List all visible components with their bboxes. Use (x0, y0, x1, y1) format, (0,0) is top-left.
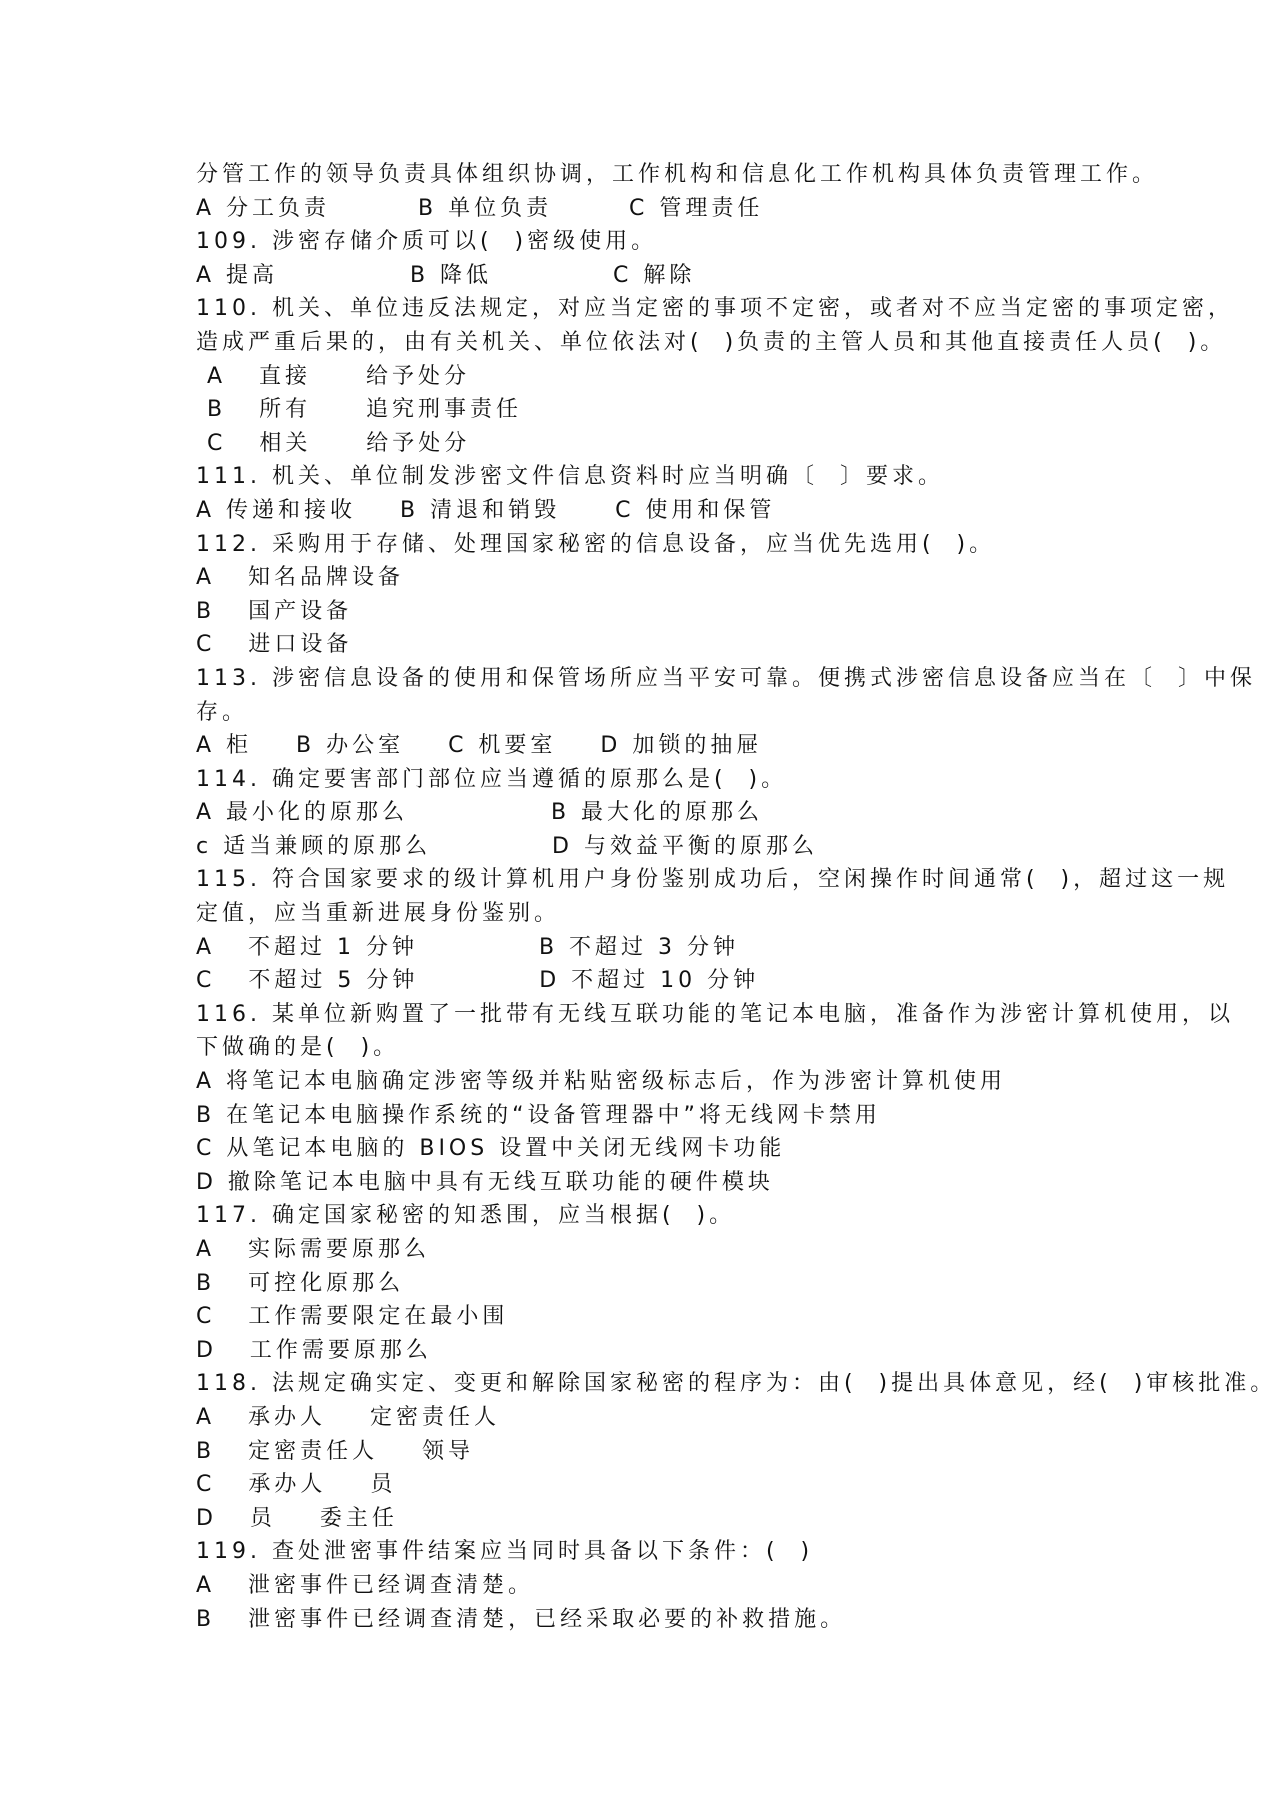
text-line: 114. 确定要害部门部位应当遵循的原那么是( )。 (196, 766, 788, 792)
text-line: A 实际需要原那么 (196, 1237, 431, 1262)
text-line: B 定密责任人 领导 (196, 1438, 475, 1464)
text-line: 造成严重后果的，由有关机关、单位依法对( )负责的主管人员和其他直接责任人员( )。 (196, 329, 1227, 355)
text-line: C 进口设备 (196, 632, 353, 658)
text-line: B 在笔记本电脑操作系统的“设备管理器中”将无线网卡禁用 (196, 1102, 881, 1128)
text-line: A 直接 给予处分 (196, 363, 470, 389)
text-line: 111. 机关、单位制发涉密文件信息资料时应当明确〔 〕要求。 (196, 464, 944, 490)
text-line: 113. 涉密信息设备的使用和保管场所应当平安可靠。便携式涉密信息设备应当在〔 〕中保 (196, 665, 1256, 691)
text-line: B 可控化原那么 (196, 1270, 405, 1296)
text-line: C 不超过 5 分钟 D 不超过 10 分钟 (196, 968, 760, 994)
text-line: 119. 查处泄密事件结案应当同时具备以下条件：( ) (196, 1539, 814, 1565)
text-line: 定值，应当重新进展身份鉴别。 (196, 901, 561, 927)
text-line: C 从笔记本电脑的 BIOS 设置中关闭无线网卡功能 (196, 1136, 786, 1162)
text-line: A 提高 B 降低 C 解除 (196, 262, 696, 288)
text-line: 116. 某单位新购置了一批带有无线互联功能的笔记本电脑，准备作为涉密计算机使用，以 (196, 1001, 1234, 1027)
document-body (196, 158, 1277, 1636)
text-line: A 最小化的原那么 B 最大化的原那么 (196, 800, 764, 826)
text-line: C 相关 给予处分 (196, 430, 471, 456)
text-line: A 柜 B 办公室 C 机要室 D 加锁的抽屉 (196, 733, 763, 759)
text-line: 分管工作的领导负责具体组织协调，工作机构和信息化工作机构具体负责管理工作。 (196, 162, 1159, 187)
text-line: A 将笔记本电脑确定涉密等级并粘贴密级标志后，作为涉密计算机使用 (196, 1069, 1007, 1095)
text-line: D 撤除笔记本电脑中具有无线互联功能的硬件模块 (196, 1169, 774, 1195)
text-line: 109. 涉密存储介质可以( )密级使用。 (196, 229, 658, 255)
text-line: 下做确的是( )。 (196, 1035, 400, 1061)
text-line: C 承办人 员 (196, 1472, 397, 1498)
text-line: C 工作需要限定在最小围 (196, 1304, 509, 1330)
text-line: B 所有 追究刑事责任 (196, 397, 523, 423)
text-line: c 适当兼顾的原那么 D 与效益平衡的原那么 (196, 833, 818, 859)
text-line: 118. 法规定确实定、变更和解除国家秘密的程序为：由( )提出具体意见，经( )审核批准。 (196, 1371, 1277, 1397)
text-line: A 知名品牌设备 (196, 565, 405, 591)
text-line: 112. 采购用于存储、处理国家秘密的信息设备，应当优先选用( )。 (196, 531, 996, 557)
text-line: A 分工负责 B 单位负责 C 管理责任 (196, 195, 764, 221)
text-line: 115. 符合国家要求的级计算机用户身份鉴别成功后，空闲操作时间通常( )，超过这一规 (196, 867, 1230, 893)
text-line: 117. 确定国家秘密的知悉围，应当根据( )。 (196, 1203, 736, 1229)
text-line: D 工作需要原那么 (196, 1337, 432, 1363)
text-line: A 泄密事件已经调查清楚。 (196, 1572, 535, 1598)
text-line: A 传递和接收 B 清退和销毁 C 使用和保管 (196, 497, 776, 523)
text-line: A 承办人 定密责任人 (196, 1404, 501, 1430)
text-line: D 员 委主任 (196, 1505, 398, 1531)
text-line: 存。 (196, 699, 249, 725)
text-line: B 国产设备 (196, 598, 353, 624)
text-line: B 泄密事件已经调查清楚，已经采取必要的补救措施。 (196, 1606, 847, 1632)
text-line: 110. 机关、单位违反法规定，对应当定密的事项不定密，或者对不应当定密的事项定密， (196, 296, 1234, 322)
text-line: A 不超过 1 分钟 B 不超过 3 分钟 (196, 934, 740, 960)
